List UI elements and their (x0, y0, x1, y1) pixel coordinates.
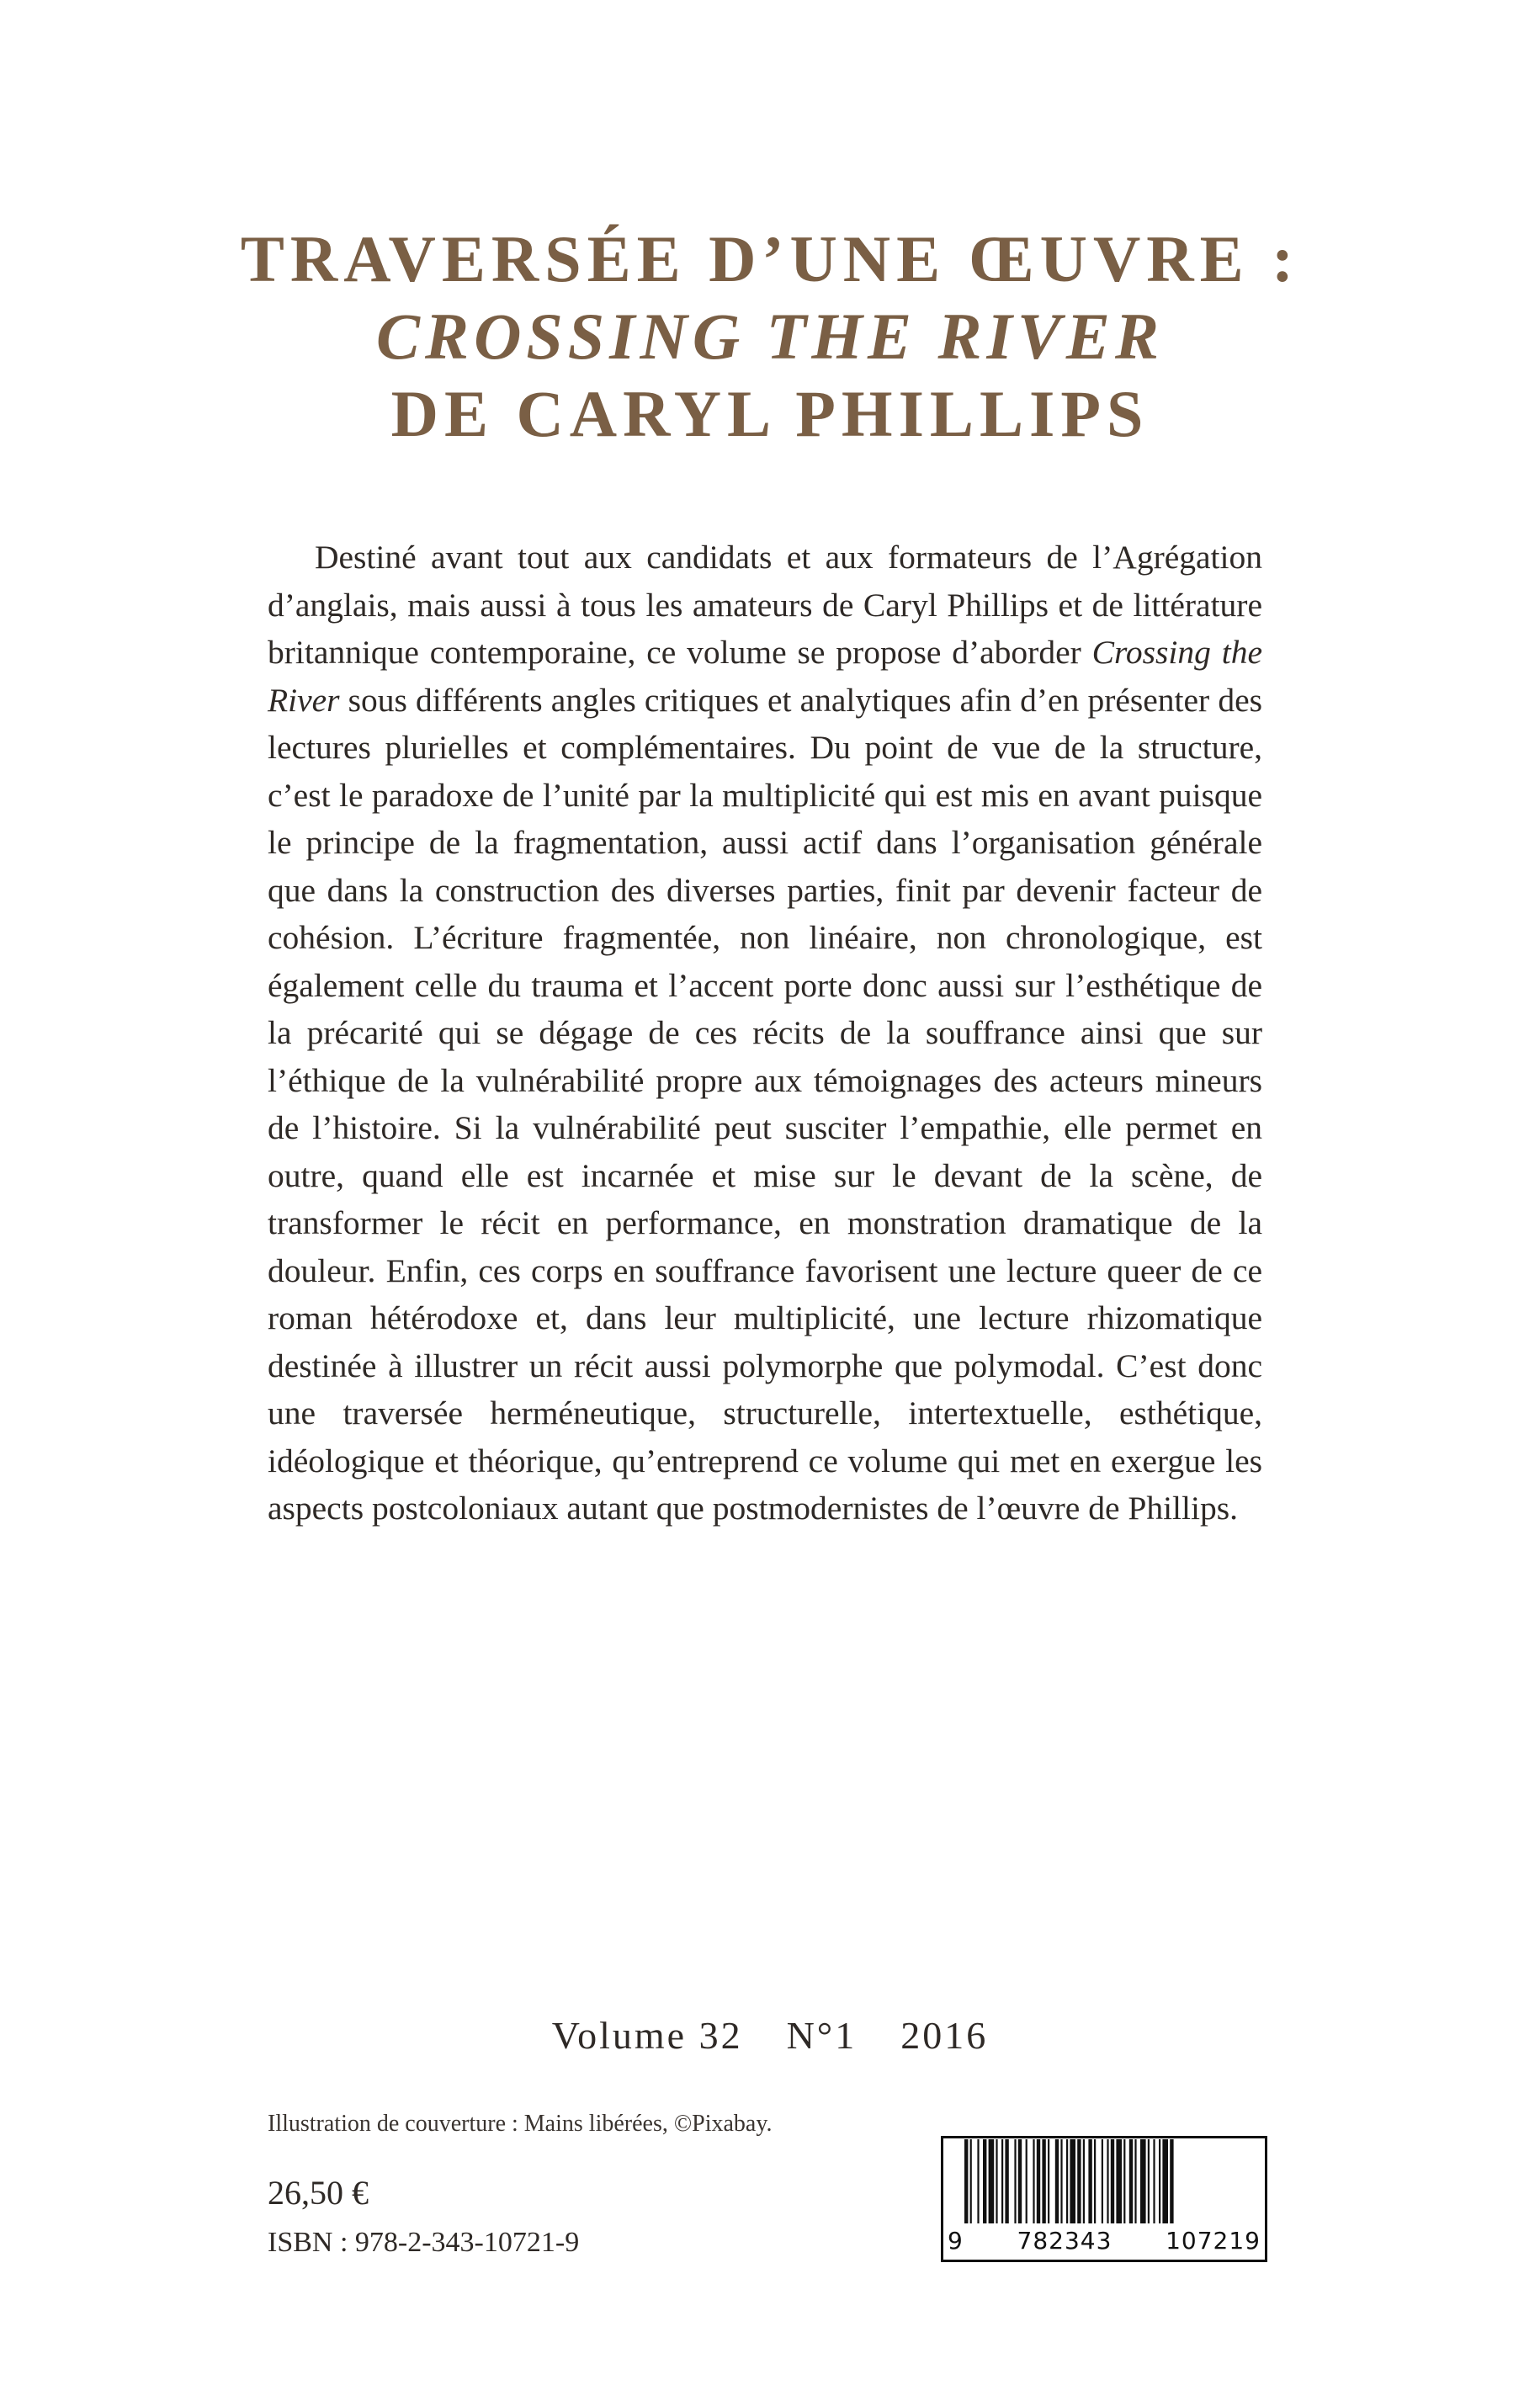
barcode-bar (1129, 2139, 1133, 2223)
blurb-intro: Destiné avant tout aux candidats et aux formateurs de l’Agrégation d’anglais, mais aussi à tous les amateurs de Caryl Phillips et de littérature britannique contemporaine, ce volume se propose d’aborder (268, 539, 1262, 671)
issue-number: N°1 (786, 2014, 858, 2057)
barcode-bar (1102, 2139, 1103, 2223)
barcode-bar (1140, 2139, 1146, 2223)
price: 26,50 € (268, 2174, 369, 2212)
isbn: ISBN : 978-2-343-10721-9 (268, 2227, 580, 2258)
barcode-bar (1116, 2139, 1122, 2223)
issue-year: 2016 (900, 2014, 989, 2057)
title-line-2: CROSSING THE RIVER (376, 300, 1164, 373)
barcode-bar (983, 2139, 986, 2223)
barcode-bar (1014, 2139, 1016, 2223)
barcode-bar (1048, 2139, 1049, 2223)
barcode-bar (1088, 2139, 1091, 2223)
barcode-bar (964, 2139, 968, 2223)
barcode-bar (1134, 2139, 1136, 2223)
barcode-bar (989, 2139, 995, 2223)
barcode-icon (946, 2139, 1262, 2227)
barcode-bar (1170, 2139, 1173, 2223)
issue-volume: Volume 32 (551, 2014, 743, 2057)
barcode-bar (1111, 2139, 1114, 2223)
barcode-bar (1148, 2139, 1150, 2223)
barcode-bar (1153, 2139, 1155, 2223)
title-line-3: DE CARYL PHILLIPS (390, 377, 1150, 450)
issue-info (0, 2013, 1540, 2058)
cover-illustration-credit: Illustration de couverture : Mains libérées, ©Pixabay. (268, 2111, 773, 2137)
barcode-bar (1037, 2139, 1040, 2223)
barcode-bar (1094, 2139, 1096, 2223)
barcode-bar (996, 2139, 997, 2223)
barcode-bar (1159, 2139, 1160, 2223)
barcode-bar (1083, 2139, 1085, 2223)
barcode-digit-group-2: 782343 (1017, 2227, 1113, 2255)
barcode-bar (1123, 2139, 1125, 2223)
title-line-1: TRAVERSÉE D’UNE ŒUVRE : (240, 222, 1300, 295)
barcode-bar (1162, 2139, 1168, 2223)
barcode-bar (1077, 2139, 1081, 2223)
barcode-bar (1001, 2139, 1003, 2223)
barcode-bar (1018, 2139, 1022, 2223)
barcode-bar (977, 2139, 979, 2223)
barcode-bar (1042, 2139, 1045, 2223)
barcode-bar (1066, 2139, 1068, 2223)
book-title (0, 220, 1540, 453)
blurb-rest: sous différents angles critiques et analytiques afin d’en présenter des lectures plurielles et complémentaires. Du point de vue de la structure, c’est le paradoxe de l’unité par la multiplicité qui est mis en avant puisque le principe de la fragmentation, aussi actif dans l’organisation générale que dans la construction des diverses parties, finit par devenir facteur de cohésion. L’écriture fragmentée, non linéaire, non chronologique, est également celle du trauma et l’accent porte donc aussi sur l’esthétique de la précarité qui se dégage de ces récits de la souffrance ainsi que sur l’éthique de la vulnérabilité propre aux témoignages des acteurs mineurs de l’histoire. Si la vulnérabilité peut susciter l’empathie, elle permet en outre, quand elle est incarnée et mise sur le devant de la scène, de transformer le récit en performance, en monstration dramatique de la douleur. Enfin, ces corps en souffrance favorisent une lecture queer de ce roman hétérodoxe et, dans leur multiplicité, une lecture rhizomatique destinée à illustrer un récit aussi polymorphe que polymodal. C’est donc une traversée herméneutique, structurelle, intertextuelle, esthétique, idéologique et théorique, qu’entreprend ce volume qui met en exergue les aspects postcoloniaux autant que postmodernistes de l’œuvre de Phillips. (268, 681, 1262, 1527)
back-cover-blurb (268, 534, 1262, 1532)
barcode-digits (941, 2227, 1267, 2255)
barcode-bar (1060, 2139, 1062, 2223)
barcode-digit-group-3: 107219 (1166, 2227, 1261, 2255)
barcode-bar (1005, 2139, 1008, 2223)
barcode-bar (970, 2139, 972, 2223)
barcode-bar (1107, 2139, 1108, 2223)
barcode-digit-group-1: 9 (948, 2227, 964, 2255)
barcode-bar (1055, 2139, 1059, 2223)
barcode-bar (1026, 2139, 1028, 2223)
barcode-bar (1033, 2139, 1034, 2223)
blurb-italic-title: Crossing the River (268, 634, 1262, 719)
barcode-bar (1070, 2139, 1075, 2223)
